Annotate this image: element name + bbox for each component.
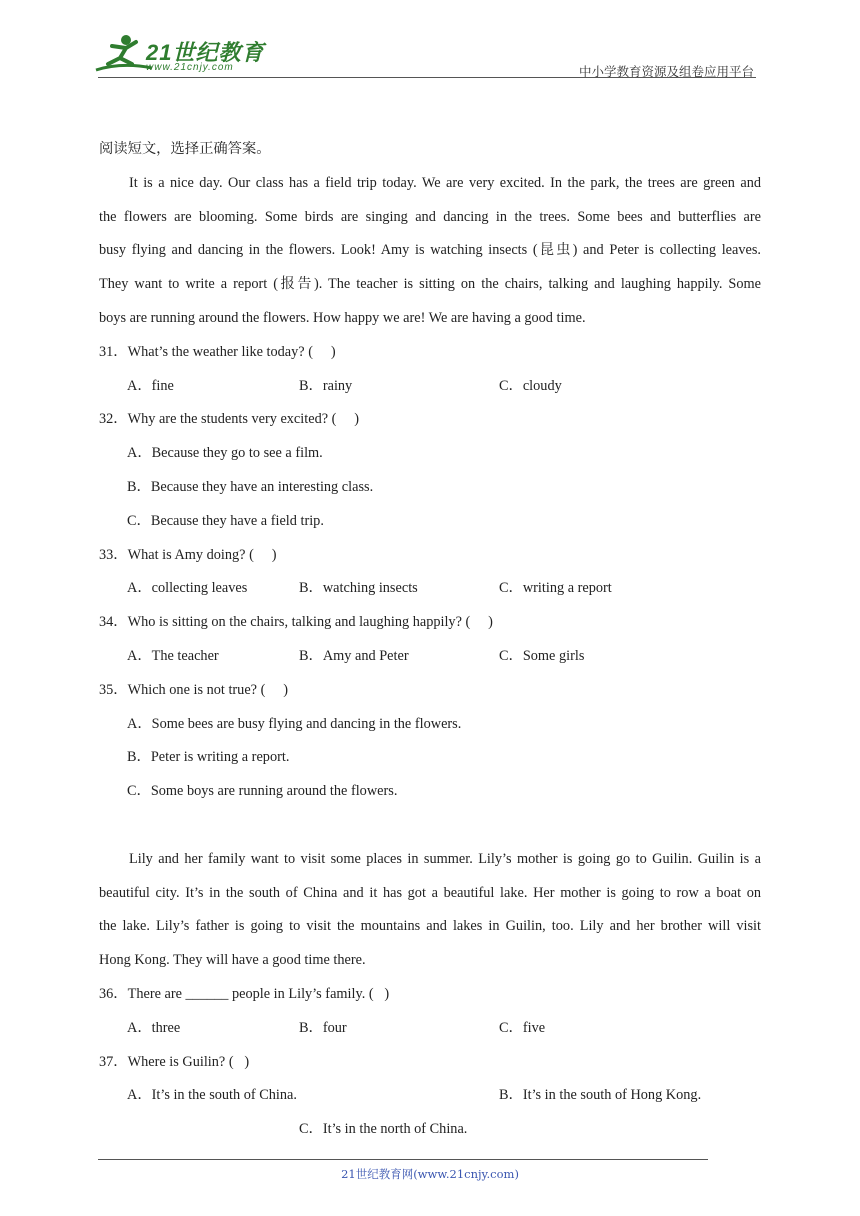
option-b[interactable]: B．four xyxy=(299,1019,347,1036)
option-c-row xyxy=(99,511,761,545)
option-a[interactable]: A．The teacher xyxy=(127,647,219,664)
option-b[interactable]: B．Peter is writing a report. xyxy=(127,749,290,766)
option-a[interactable]: A．Some bees are busy flying and dancing in the flowers. xyxy=(127,715,462,732)
options-36 xyxy=(99,1018,761,1052)
option-b-row xyxy=(99,747,761,781)
option-b[interactable]: B．rainy xyxy=(299,377,353,394)
passage-line: They want to write a report (报告). The teacher is sitting on the chairs, talking and laughing happily. Some xyxy=(99,276,761,293)
option-b[interactable]: B．Amy and Peter xyxy=(299,647,409,664)
option-c[interactable]: C．Some boys are running around the flowers. xyxy=(127,783,398,800)
passage-line: busy flying and dancing in the flowers. Look! Amy is watching insects (昆虫) and Peter is collecting leaves. xyxy=(99,242,761,259)
options-31 xyxy=(99,376,761,410)
footer-divider xyxy=(98,1159,708,1160)
header-platform-text: 中小学教育资源及组卷应用平台 xyxy=(578,64,754,79)
option-a-row xyxy=(99,443,761,477)
option-c[interactable]: C．It’s in the north of China. xyxy=(299,1121,468,1138)
passage-line: boys are running around the flowers. How happy we are! We are having a good time. xyxy=(99,309,586,326)
passage-line: Lily and her family want to visit some places in summer. Lily’s mother is going go to Guilin. Guilin is a xyxy=(129,850,761,867)
question-32: 32．Why are the students very excited? ( ) xyxy=(99,411,360,428)
option-a[interactable]: A．fine xyxy=(127,377,174,394)
option-b[interactable]: B．It’s in the south of Hong Kong. xyxy=(499,1087,702,1104)
question-36: 36．There are ______ people in Lily’s family. ( ) xyxy=(99,985,390,1002)
option-a-row xyxy=(99,714,761,748)
question-34: 34．Who is sitting on the chairs, talking and laughing happily? ( ) xyxy=(99,614,493,631)
question-31: 31．What’s the weather like today? ( ) xyxy=(99,343,336,360)
options-34 xyxy=(99,646,761,680)
option-c[interactable]: C．five xyxy=(499,1019,546,1036)
logo-text: 21世纪教育 xyxy=(146,40,265,65)
passage-line: Hong Kong. They will have a good time there. xyxy=(99,952,366,969)
passage-line: beautiful city. It’s in the south of China and it has got a beautiful lake. Her mother is going to row a boat on xyxy=(99,884,761,901)
passage-2 xyxy=(99,849,761,984)
header-divider xyxy=(98,77,756,78)
option-c-row xyxy=(99,781,761,815)
footer-link[interactable]: 21世纪教育网(www.21cnjy.com) xyxy=(341,1167,519,1181)
passage-line: the lake. Lily’s father is going to visit the mountains and lakes in Guilin, too. Lily and her brother will visit xyxy=(99,918,761,935)
option-c[interactable]: C．writing a report xyxy=(499,580,612,597)
passage-line: the flowers are blooming. Some birds are singing and dancing in the trees. Some bees and butterflies are xyxy=(99,208,761,225)
options-33 xyxy=(99,578,761,612)
options-37-ab xyxy=(99,1085,761,1119)
instruction: 阅读短文，选择正确答案。 xyxy=(99,141,271,157)
logo-url: www.21cnjy.com xyxy=(146,62,234,73)
question-33: 33．What is Amy doing? ( ) xyxy=(99,546,277,563)
page-header xyxy=(0,0,860,80)
option-c[interactable]: C．Some girls xyxy=(499,647,585,664)
passage-1 xyxy=(99,173,761,342)
option-c[interactable]: C．Because they have a field trip. xyxy=(127,512,324,529)
option-a[interactable]: A．three xyxy=(127,1019,181,1036)
option-b[interactable]: B．watching insects xyxy=(299,580,418,597)
option-a[interactable]: A．Because they go to see a film. xyxy=(127,445,323,462)
section-gap xyxy=(99,815,761,849)
option-c[interactable]: C．cloudy xyxy=(499,377,562,394)
options-37-c xyxy=(99,1119,761,1153)
document-body xyxy=(99,139,761,1153)
option-b[interactable]: B．Because they have an interesting class. xyxy=(127,478,374,495)
passage-line: It is a nice day. Our class has a field trip today. We are very excited. In the park, the trees are green and xyxy=(129,174,761,191)
question-35: 35．Which one is not true? ( ) xyxy=(99,681,288,698)
option-a[interactable]: A．It’s in the south of China. xyxy=(127,1087,297,1104)
question-37: 37．Where is Guilin? ( ) xyxy=(99,1053,250,1070)
option-a[interactable]: A．collecting leaves xyxy=(127,580,248,597)
option-b-row xyxy=(99,477,761,511)
